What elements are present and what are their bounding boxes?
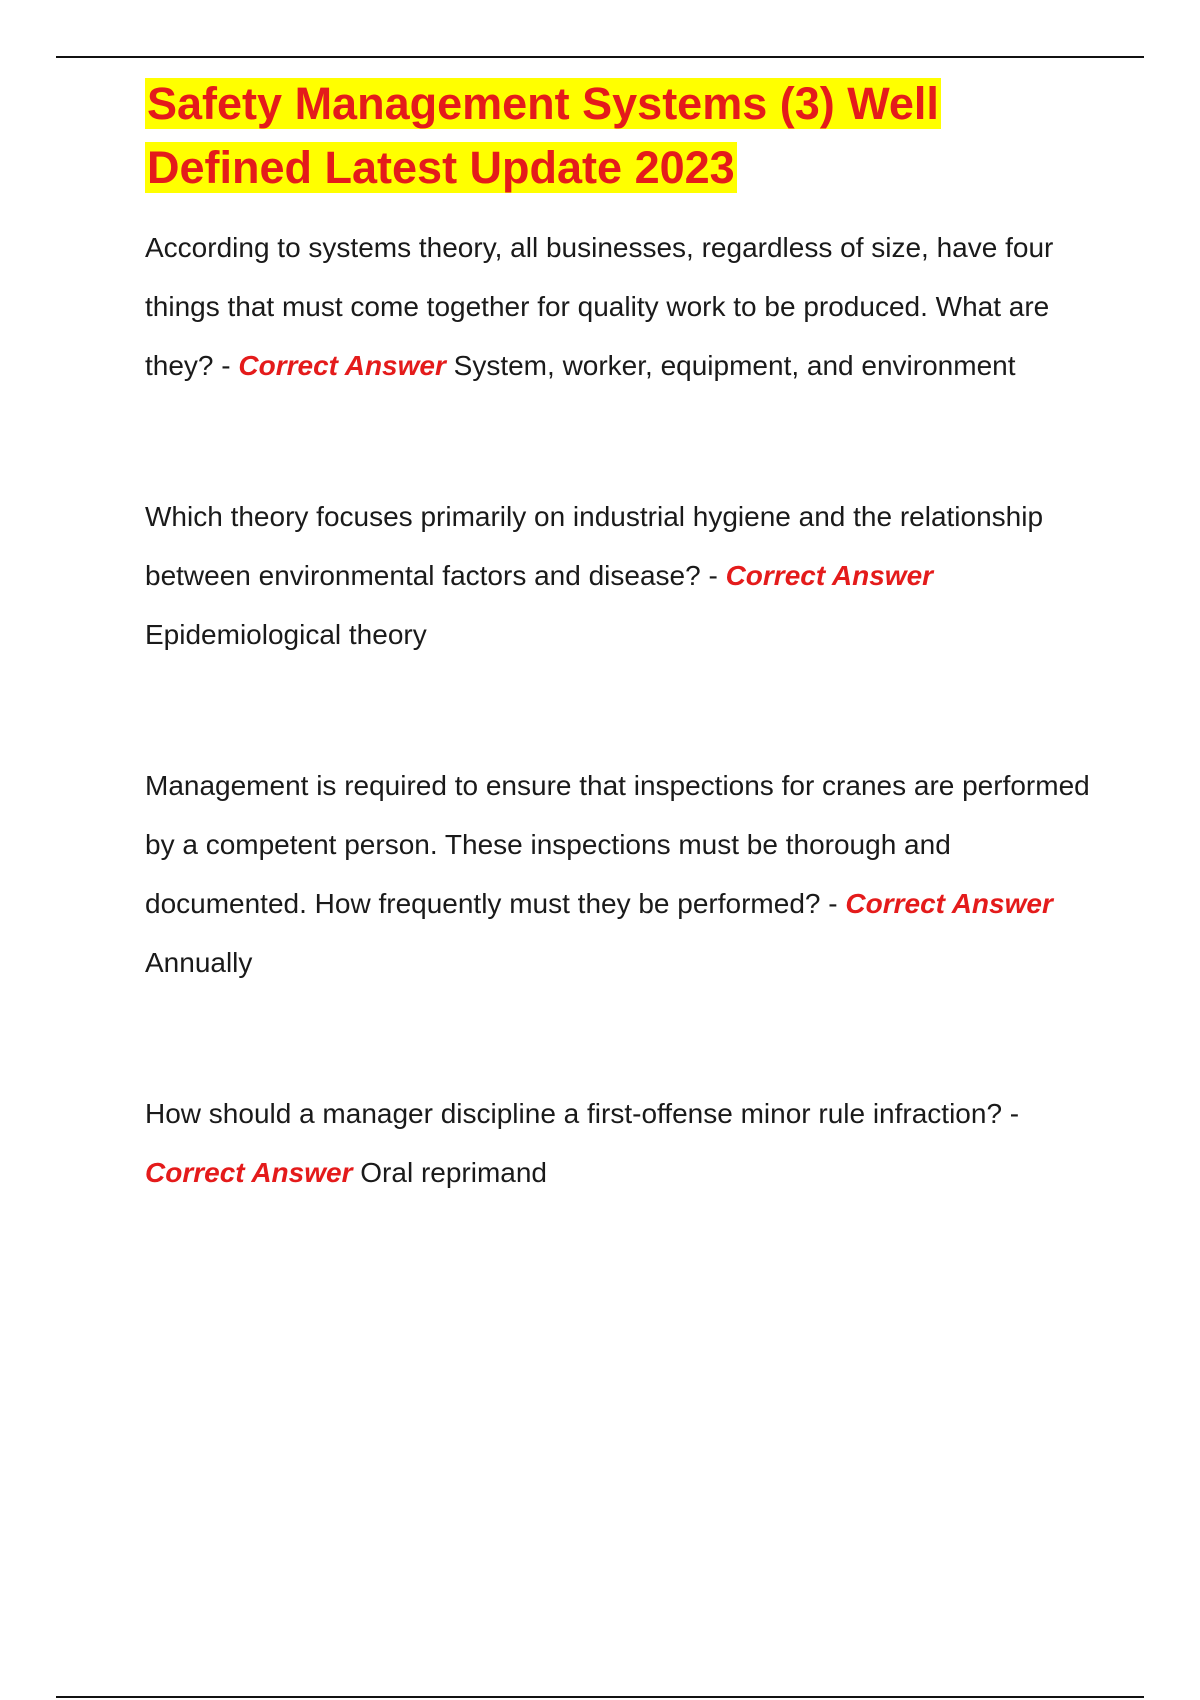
title-highlight: Safety Management Systems (3) Well Defined Latest Update 2023 xyxy=(147,78,939,193)
bottom-divider xyxy=(56,1696,1144,1698)
question-text: Which theory focuses primarily on industrial hygiene and the relationship between environmental factors and disease? xyxy=(145,501,1044,591)
correct-answer-label: Correct Answer xyxy=(145,1157,353,1188)
correct-answer-label: Correct Answer xyxy=(845,888,1053,919)
qa-item-3 xyxy=(145,756,1105,992)
qa-item-4 xyxy=(145,1084,1105,1202)
separator: - xyxy=(213,350,239,381)
qa-item-2 xyxy=(145,487,1105,664)
answer-text: Oral reprimand xyxy=(360,1157,547,1188)
correct-answer-label: Correct Answer xyxy=(238,350,446,381)
correct-answer-label: Correct Answer xyxy=(725,560,934,591)
separator: - xyxy=(820,888,846,919)
document-title xyxy=(145,72,1105,200)
document-body xyxy=(145,72,1105,1202)
question-text: How should a manager discipline a first-offense minor rule infraction? xyxy=(145,1098,1003,1129)
separator: - xyxy=(700,560,726,591)
answer-text: System, worker, equipment, and environment xyxy=(453,350,1016,381)
answer-text: Annually xyxy=(145,947,253,978)
question-text: According to systems theory, all businesses, regardless of size, have four things that must come together for quality work to be produced. What are they? xyxy=(145,232,1054,381)
qa-item-1 xyxy=(145,218,1105,395)
separator: - xyxy=(1002,1098,1020,1129)
question-text: Management is required to ensure that inspections for cranes are performed by a competent person. These inspections must be thorough and documented. How frequently must they be performed? xyxy=(145,770,1090,919)
top-divider xyxy=(56,56,1144,58)
answer-text: Epidemiological theory xyxy=(145,619,427,650)
